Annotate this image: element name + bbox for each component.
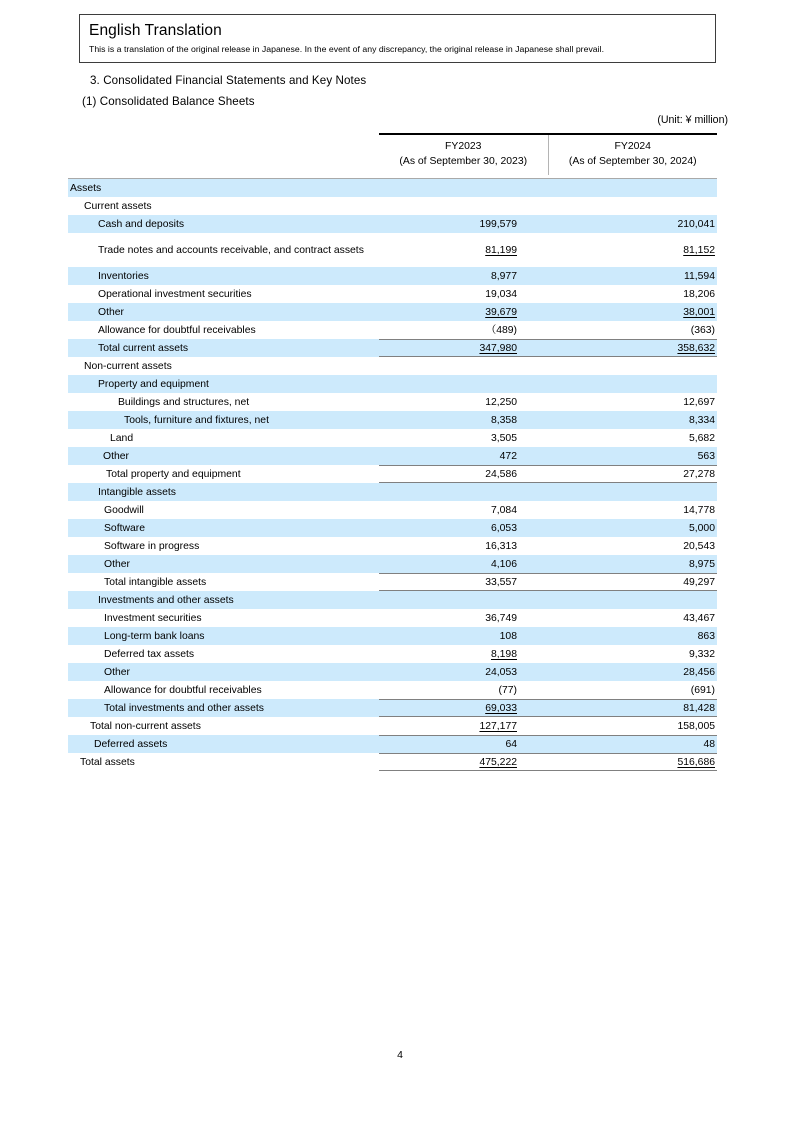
row-value-fy2023 — [379, 645, 548, 663]
table-row — [68, 321, 717, 339]
row-value-fy2024 — [548, 591, 717, 609]
value-text: 81,152 — [683, 244, 715, 256]
row-value-fy2024 — [548, 375, 717, 393]
row-value-fy2024 — [548, 429, 717, 447]
table-row — [68, 465, 717, 483]
value-text: 9,332 — [688, 648, 715, 660]
table-row — [68, 591, 717, 609]
row-label: Software in progress — [104, 540, 200, 552]
table-row — [68, 483, 717, 501]
row-label: Total intangible assets — [104, 576, 207, 588]
row-label: Intangible assets — [98, 486, 176, 498]
row-label-cell — [68, 233, 379, 267]
row-label: Current assets — [84, 200, 152, 212]
english-translation-notice — [79, 14, 716, 63]
row-value-fy2024 — [548, 537, 717, 555]
value-text: 199,579 — [479, 218, 517, 230]
row-value-fy2023 — [379, 465, 548, 483]
row-label: Buildings and structures, net — [118, 396, 250, 408]
row-label: Software — [104, 522, 146, 534]
header-cell-fy2023 — [379, 134, 548, 175]
table-row — [68, 267, 717, 285]
row-value-fy2024 — [548, 465, 717, 483]
row-label: Non-current assets — [84, 360, 172, 372]
value-text: 38,001 — [683, 306, 715, 318]
table-row — [68, 303, 717, 321]
value-text: 8,334 — [688, 414, 715, 426]
row-value-fy2024 — [548, 717, 717, 735]
value-text: 24,053 — [485, 666, 517, 678]
row-label-cell — [68, 447, 379, 465]
table-row — [68, 375, 717, 393]
row-value-fy2023 — [379, 179, 548, 198]
value-text: 81,199 — [485, 244, 517, 256]
row-label-cell — [68, 375, 379, 393]
row-label-cell — [68, 735, 379, 753]
row-label: Tools, furniture and fixtures, net — [124, 414, 269, 426]
row-label-cell — [68, 627, 379, 645]
table-row — [68, 717, 717, 735]
row-label-cell — [68, 411, 379, 429]
row-value-fy2024 — [548, 663, 717, 681]
row-label: Total assets — [80, 756, 135, 768]
value-text: 8,977 — [490, 270, 517, 282]
row-label-cell — [68, 681, 379, 699]
row-value-fy2024 — [548, 609, 717, 627]
row-label-cell — [68, 179, 379, 198]
value-text: 563 — [697, 450, 715, 462]
table-row — [68, 447, 717, 465]
row-value-fy2024 — [548, 303, 717, 321]
row-value-fy2023 — [379, 753, 548, 771]
row-value-fy2023 — [379, 735, 548, 753]
row-value-fy2023 — [379, 483, 548, 501]
value-text: 863 — [697, 630, 715, 642]
row-value-fy2024 — [548, 179, 717, 198]
value-text: 5,682 — [688, 432, 715, 444]
value-text: 8,198 — [490, 648, 517, 660]
header-fy2024-line2: (As of September 30, 2024) — [568, 155, 697, 167]
value-text: 14,778 — [683, 504, 715, 516]
header-fy2023-line1: FY2023 — [445, 141, 482, 152]
table-row — [68, 663, 717, 681]
row-label: Operational investment securities — [98, 288, 252, 300]
value-text: 36,749 — [485, 612, 517, 624]
table-row — [68, 573, 717, 591]
table-row — [68, 215, 717, 233]
value-text: 27,278 — [683, 468, 715, 480]
value-text: 18,206 — [683, 288, 715, 300]
row-value-fy2024 — [548, 215, 717, 233]
row-value-fy2024 — [548, 483, 717, 501]
row-value-fy2023 — [379, 339, 548, 357]
row-label: Investment securities — [104, 612, 202, 624]
row-label: Investments and other assets — [98, 594, 234, 606]
table-row — [68, 699, 717, 717]
section-heading: 3. Consolidated Financial Statements and Key Notes — [90, 74, 367, 87]
value-text: 210,041 — [677, 218, 715, 230]
row-label-cell — [68, 573, 379, 591]
row-value-fy2023 — [379, 393, 548, 411]
value-text: 8,358 — [490, 414, 517, 426]
value-text: (77) — [498, 684, 517, 696]
value-text: 12,697 — [683, 396, 715, 408]
notice-title: English Translation — [89, 22, 222, 39]
value-text: 6,053 — [490, 522, 517, 534]
header-fy2023-line2: (As of September 30, 2023) — [399, 155, 528, 167]
row-value-fy2023 — [379, 233, 548, 267]
table-header-row — [68, 134, 717, 175]
value-text: 19,034 — [485, 288, 517, 300]
row-value-fy2023 — [379, 357, 548, 375]
table-row — [68, 645, 717, 663]
row-label-cell — [68, 699, 379, 717]
row-label: Inventories — [98, 270, 149, 282]
row-value-fy2024 — [548, 699, 717, 717]
row-value-fy2023 — [379, 663, 548, 681]
row-label-cell — [68, 501, 379, 519]
table-row — [68, 681, 717, 699]
row-label: Total property and equipment — [106, 468, 241, 480]
row-label-cell — [68, 609, 379, 627]
row-value-fy2024 — [548, 233, 717, 267]
row-value-fy2023 — [379, 321, 548, 339]
header-cell-label — [68, 134, 379, 175]
row-label: Property and equipment — [98, 378, 209, 390]
row-value-fy2023 — [379, 699, 548, 717]
row-label-cell — [68, 591, 379, 609]
row-label-cell — [68, 303, 379, 321]
row-label-cell — [68, 393, 379, 411]
row-label: Cash and deposits — [98, 218, 185, 230]
header-cell-fy2024 — [548, 134, 717, 175]
value-text: 108 — [499, 630, 517, 642]
row-label-cell — [68, 339, 379, 357]
table-row — [68, 339, 717, 357]
table-row — [68, 393, 717, 411]
table-row — [68, 519, 717, 537]
row-label: Deferred assets — [94, 738, 168, 750]
table-row — [68, 285, 717, 303]
row-value-fy2024 — [548, 357, 717, 375]
row-label: Total non-current assets — [90, 720, 201, 732]
row-value-fy2024 — [548, 267, 717, 285]
table-row — [68, 753, 717, 771]
consolidated-balance-sheet-table — [68, 133, 717, 771]
value-text: 472 — [499, 450, 517, 462]
row-value-fy2023 — [379, 555, 548, 573]
row-label-cell — [68, 267, 379, 285]
value-text: 158,005 — [677, 720, 715, 732]
row-value-fy2024 — [548, 681, 717, 699]
row-label: Land — [110, 432, 134, 444]
row-label: Allowance for doubtful receivables — [98, 324, 256, 336]
value-text: 3,505 — [490, 432, 517, 444]
row-label-cell — [68, 357, 379, 375]
value-text: 7,084 — [490, 504, 517, 516]
row-value-fy2024 — [548, 753, 717, 771]
table-row — [68, 197, 717, 215]
table-row — [68, 555, 717, 573]
table-row — [68, 537, 717, 555]
row-value-fy2023 — [379, 429, 548, 447]
value-text: 4,106 — [490, 558, 517, 570]
row-label: Goodwill — [104, 504, 144, 516]
row-value-fy2023 — [379, 609, 548, 627]
row-value-fy2023 — [379, 411, 548, 429]
row-value-fy2024 — [548, 411, 717, 429]
value-text: 48 — [703, 738, 715, 750]
value-text: 39,679 — [485, 306, 517, 318]
row-value-fy2024 — [548, 645, 717, 663]
value-text: 12,250 — [485, 396, 517, 408]
table-row — [68, 627, 717, 645]
row-label-cell — [68, 753, 379, 771]
row-label: Allowance for doubtful receivables — [104, 684, 262, 696]
row-label: Assets — [70, 182, 102, 194]
row-label: Trade notes and accounts receivable, and contract assets — [98, 244, 364, 256]
row-value-fy2023 — [379, 627, 548, 645]
row-label: Deferred tax assets — [104, 648, 195, 660]
row-value-fy2024 — [548, 573, 717, 591]
row-value-fy2023 — [379, 285, 548, 303]
value-text: 69,033 — [485, 702, 517, 714]
row-label-cell — [68, 537, 379, 555]
row-label: Total investments and other assets — [104, 702, 264, 714]
value-text: 475,222 — [479, 756, 517, 768]
row-value-fy2023 — [379, 197, 548, 215]
row-value-fy2023 — [379, 267, 548, 285]
value-text: 24,586 — [485, 468, 517, 480]
value-text: （489) — [485, 324, 517, 336]
row-value-fy2023 — [379, 681, 548, 699]
value-text: 5,000 — [688, 522, 715, 534]
value-text: 33,557 — [485, 576, 517, 588]
value-text: 20,543 — [683, 540, 715, 552]
row-label-cell — [68, 465, 379, 483]
value-text: 28,456 — [683, 666, 715, 678]
value-text: 43,467 — [683, 612, 715, 624]
notice-subtitle: This is a translation of the original release in Japanese. In the event of any discrepancy, the original release in Japanese shall prevail. — [89, 44, 604, 54]
row-label-cell — [68, 717, 379, 735]
row-value-fy2024 — [548, 555, 717, 573]
value-text: 64 — [505, 738, 517, 750]
value-text: 16,313 — [485, 540, 517, 552]
table-row — [68, 429, 717, 447]
value-text: (363) — [690, 324, 715, 336]
row-value-fy2024 — [548, 447, 717, 465]
value-text: 516,686 — [677, 756, 715, 768]
unit-note: (Unit: ¥ million) — [657, 114, 728, 126]
table-body — [68, 179, 717, 772]
row-label-cell — [68, 519, 379, 537]
row-label: Other — [104, 666, 130, 678]
value-text: 347,980 — [479, 342, 517, 354]
row-value-fy2023 — [379, 537, 548, 555]
row-label-cell — [68, 197, 379, 215]
value-text: 49,297 — [683, 576, 715, 588]
value-text: 11,594 — [683, 270, 715, 282]
value-text: 81,428 — [683, 702, 715, 714]
row-value-fy2023 — [379, 573, 548, 591]
row-label-cell — [68, 285, 379, 303]
row-value-fy2023 — [379, 519, 548, 537]
row-value-fy2023 — [379, 303, 548, 321]
row-value-fy2024 — [548, 339, 717, 357]
value-text: 358,632 — [677, 342, 715, 354]
row-value-fy2024 — [548, 393, 717, 411]
row-label-cell — [68, 429, 379, 447]
row-label: Other — [98, 306, 124, 318]
row-value-fy2024 — [548, 501, 717, 519]
row-value-fy2023 — [379, 717, 548, 735]
table-row — [68, 609, 717, 627]
table-header — [68, 134, 717, 179]
row-value-fy2023 — [379, 215, 548, 233]
row-label: Other — [104, 558, 130, 570]
value-text: (691) — [690, 684, 715, 696]
table-row — [68, 233, 717, 267]
subsection-heading: (1) Consolidated Balance Sheets — [82, 95, 255, 108]
page-number: 4 — [397, 1050, 403, 1061]
value-text: 8,975 — [688, 558, 715, 570]
row-label: Other — [103, 450, 129, 462]
row-value-fy2024 — [548, 285, 717, 303]
row-label-cell — [68, 321, 379, 339]
row-label: Long-term bank loans — [104, 630, 205, 642]
row-label: Total current assets — [98, 342, 189, 354]
row-label-cell — [68, 215, 379, 233]
table-row — [68, 357, 717, 375]
header-fy2024-line1: FY2024 — [614, 141, 651, 152]
row-value-fy2024 — [548, 627, 717, 645]
value-text: 127,177 — [479, 720, 517, 732]
row-label-cell — [68, 663, 379, 681]
table-row — [68, 501, 717, 519]
table-row — [68, 735, 717, 753]
row-label-cell — [68, 555, 379, 573]
row-value-fy2023 — [379, 591, 548, 609]
row-label-cell — [68, 645, 379, 663]
row-value-fy2024 — [548, 197, 717, 215]
row-value-fy2023 — [379, 447, 548, 465]
row-value-fy2024 — [548, 519, 717, 537]
row-value-fy2023 — [379, 375, 548, 393]
row-value-fy2024 — [548, 735, 717, 753]
row-label-cell — [68, 483, 379, 501]
row-value-fy2024 — [548, 321, 717, 339]
table-row — [68, 411, 717, 429]
table-row — [68, 179, 717, 198]
row-value-fy2023 — [379, 501, 548, 519]
